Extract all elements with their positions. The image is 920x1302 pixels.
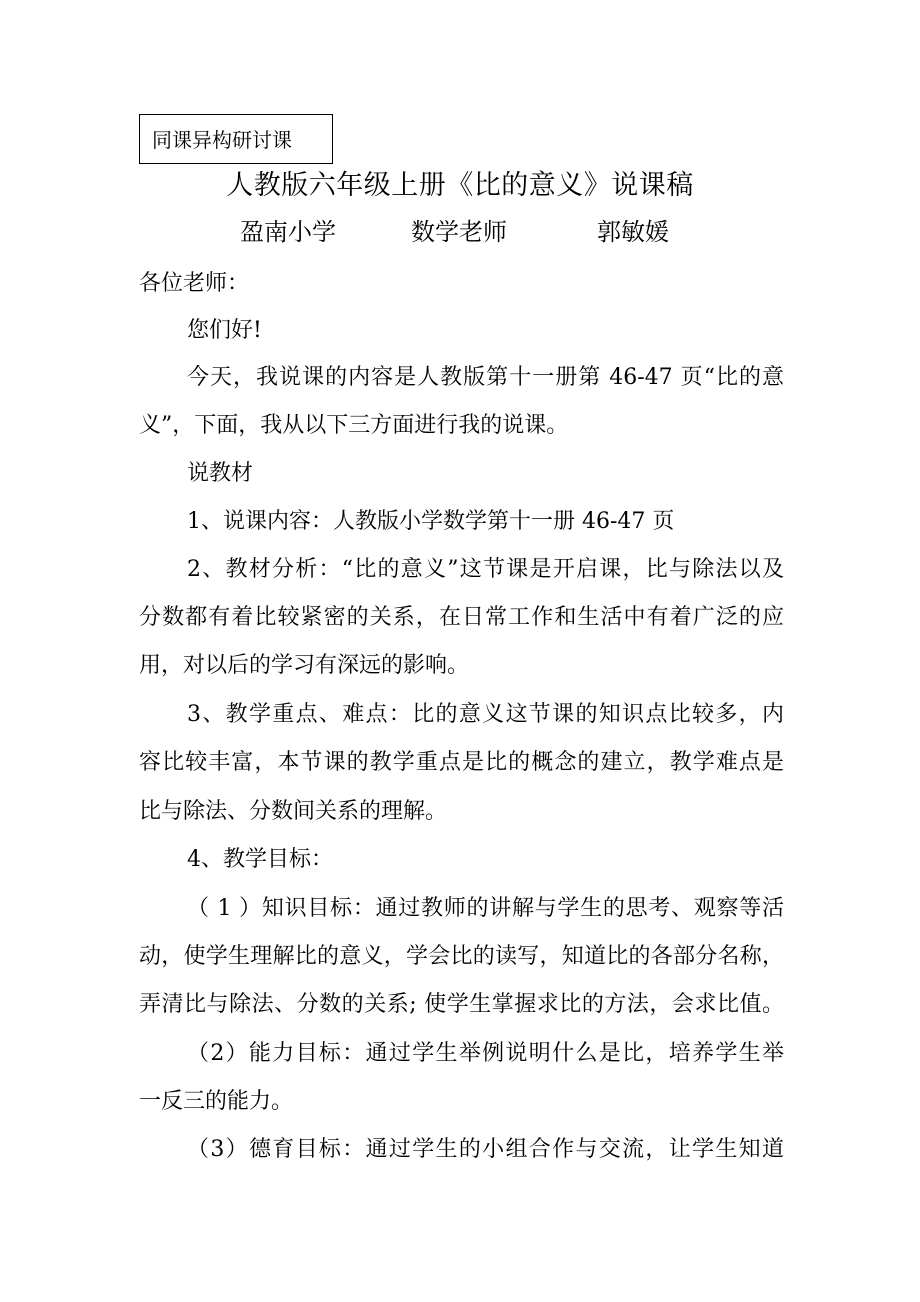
paragraph-line: 4、教学目标：	[187, 847, 333, 872]
paragraph-line: 容比较丰富，本节课的教学重点是比的概念的建立，教学难点是	[139, 750, 784, 775]
section-heading: 说教材	[187, 461, 254, 486]
paragraph-line: （ 1 ）知识目标：通过教师的讲解与学生的思考、观察等活	[187, 896, 784, 921]
author-role: 数学老师	[411, 218, 507, 246]
paragraph-line: 分数都有着比较紧密的关系，在日常工作和生活中有着广泛的应	[139, 605, 784, 630]
paragraph-line: 3、教学重点、难点：比的意义这节课的知识点比较多，内	[187, 702, 784, 727]
paragraph-line: 义”，下面，我从以下三方面进行我的说课。	[139, 413, 569, 438]
paragraph-line: 1、说课内容：人教版小学数学第十一册 46-47 页	[187, 509, 675, 534]
paragraph-line: （2）能力目标：通过学生举例说明什么是比，培养学生举	[187, 1041, 784, 1066]
paragraph-line: 一反三的能力。	[139, 1089, 294, 1114]
lesson-type-tag: 同课异构研讨课	[139, 114, 333, 164]
document-title: 人教版六年级上册《比的意义》说课稿	[226, 170, 694, 201]
paragraph-line: 动，使学生理解比的意义，学会比的读写，知道比的各部分名称，	[139, 944, 784, 969]
paragraph-line: 今天，我说课的内容是人教版第十一册第 46-47 页“比的意	[187, 365, 784, 390]
school-name: 盈南小学	[240, 218, 336, 246]
paragraph-line: 弄清比与除法、分数的关系; 使学生掌握求比的方法，会求比值。	[139, 992, 784, 1017]
salutation: 您们好!	[187, 318, 262, 343]
paragraph-line: （3）德育目标：通过学生的小组合作与交流，让学生知道	[187, 1137, 784, 1162]
paragraph-line: 比与除法、分数间关系的理解。	[139, 799, 448, 824]
paragraph-line: 用，对以后的学习有深远的影响。	[139, 653, 470, 678]
author-name: 郭敏媛	[597, 218, 669, 246]
greeting: 各位老师：	[139, 271, 250, 296]
paragraph-line: 2、教材分析：“比的意义”这节课是开启课，比与除法以及	[187, 557, 784, 582]
